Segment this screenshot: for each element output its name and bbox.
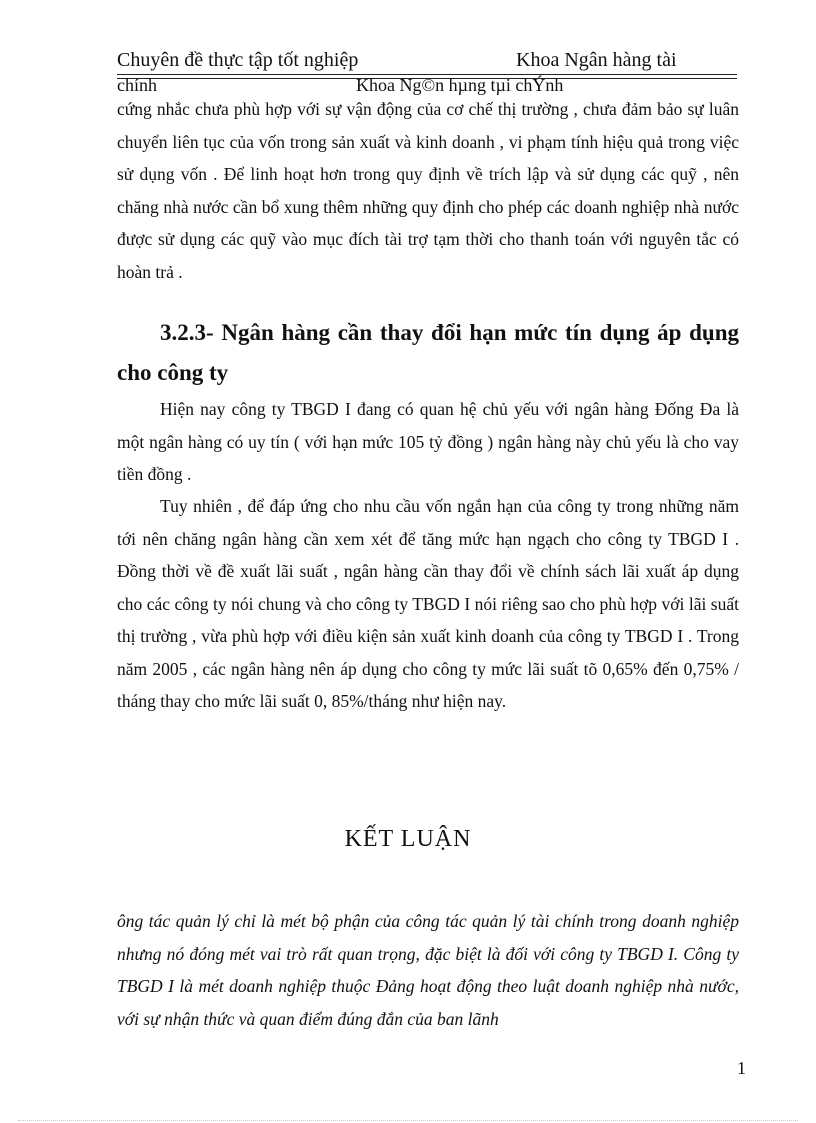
paragraph-bank-relation: Hiện nay công ty TBGD I đang có quan hệ chủ yếu với ngân hàng Đống Đa là một ngân hàng có uy tín ( với hạn mức 105 tỷ đồng ) ngân hàng này chủ yếu là cho vay tiền đồng .: [117, 399, 739, 484]
paragraph-continuation: cứng nhắc chưa phù hợp với sự vận động của cơ chế thị trường , chưa đảm bảo sự luân chuyển liên tục của vốn trong sản xuất và kinh doanh , vi phạm tính hiệu quả trong việc sử dụng vốn . Để linh hoạt hơn trong quy định về trích lập và sử dụng các quỹ , nên chăng nhà nước cần bổ xung thêm những quy định cho phép các doanh nghiệp nhà nước được sử dụng các quỹ vào mục đích tài trợ tạm thời cho thanh toán với nguyên tắc có hoàn trả .: [117, 99, 739, 282]
paragraph-interest-rate: Tuy nhiên , để đáp ứng cho nhu cầu vốn ngắn hạn của công ty trong những năm tới nên chăng ngân hàng cần xem xét để tăng mức hạn ngạch cho công ty TBGD I . Đồng thời về đề xuất lãi suất , ngân hàng cần thay đổi về chính sách lãi xuất áp dụng cho các công ty nói chung và cho công ty TBGD I nói riêng sao cho phù hợp với lãi suất thị trường , vừa phù hợp với điều kiện sản xuất kinh doanh của công ty TBGD I . Trong năm 2005 , các ngân hàng nên áp dụng cho công ty mức lãi suất tõ 0,65% đến 0,75% / tháng thay cho mức lãi suất 0, 85%/tháng như hiện nay.: [117, 496, 739, 711]
conclusion-title: KẾT LUẬN: [344, 826, 472, 852]
section-heading: 3.2.3- Ngân hàng cần thay đổi hạn mức tín dụng áp dụng cho công ty: [117, 320, 739, 385]
conclusion-paragraph: ông tác quản lý chỉ là mét bộ phận của công tác quản lý tài chính trong doanh nghiệp nhưng nó đóng mét vai trò rất quan trọng, đặc biệt là đối với công ty TBGD I. Công ty TBGD I là mét doanh nghiệp thuộc Đảng hoạt động theo luật doanh nghiệp nhà nước, với sự nhận thức và quan điểm đúng đắn của ban lãnh: [117, 911, 739, 1029]
page-bottom-border: [18, 1120, 798, 1121]
header-garbled-text: Khoa Ng©n hµng tµi chÝnh: [356, 75, 564, 95]
page-number: 1: [737, 1058, 746, 1078]
header-left-title: Chuyên đề thực tập tốt nghiệp: [117, 49, 359, 71]
header-wrapped-word: chính: [117, 75, 157, 95]
header-right-title: Khoa Ngân hàng tài: [516, 49, 677, 71]
